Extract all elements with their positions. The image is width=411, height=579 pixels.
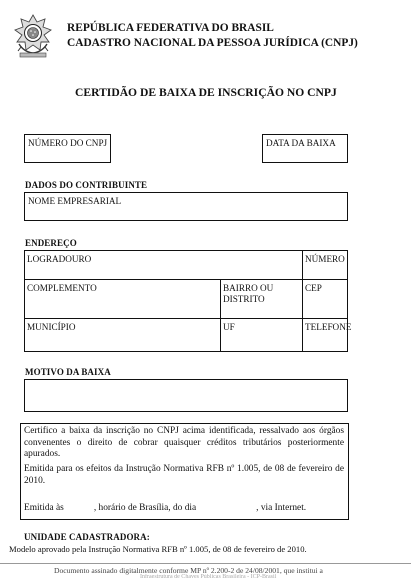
normative-paragraph: Emitida para os efeitos da Instrução Normativa RFB nº 1.005, de 08 de fevereiro de 2010. [24,464,344,486]
date-baixa-label: DATA DA BAIXA [266,138,336,148]
phone-label: TELEFONE [305,322,352,332]
via-internet-label: , via Internet. [256,503,307,513]
certification-text [24,426,344,461]
address-row-divider [25,318,347,319]
address-row-divider [25,279,347,280]
address-column-divider [302,251,303,279]
cep-label: CEP [305,283,322,293]
header-republic: REPÚBLICA FEDERATIVA DO BRASIL [67,22,274,34]
footer-divider [0,563,411,564]
address-column-divider [220,279,221,351]
state-label: UF [223,322,235,332]
digital-signature-note: Documento assinado digitalmente conforme MP nº 2.200-2 de 24/08/2001, que institui a [54,566,323,575]
address-column-divider [302,279,303,351]
address-section-title: ENDEREÇO [25,238,77,248]
reason-box [24,379,348,412]
city-label: MUNICÍPIO [27,322,76,332]
coat-of-arms-icon [14,14,52,60]
time-suffix-label: , horário de Brasília, do dia [93,503,197,513]
header-cnpj-registry: CADASTRO NACIONAL DA PESSOA JURÍDICA (CNPJ) [67,37,358,49]
district-label-line2: DISTRITO [223,294,265,304]
cnpj-number-box [24,134,111,163]
normative-text [24,464,344,487]
contributor-section-title: DADOS DO CONTRIBUINTE [25,180,148,190]
number-label: NÚMERO [305,254,345,264]
complement-label: COMPLEMENTO [27,283,97,293]
certification-paragraph: Certifico a baixa da inscrição no CNPJ acima identificada, ressalvado aos órgãos convenentes o direito de cobrar quaisquer créditos tributários posteriormente apurados. [24,426,344,459]
unit-section-title: UNIDADE CADASTRADORA: [24,532,150,542]
issued-line [24,503,344,515]
street-label: LOGRADOURO [27,254,92,264]
digital-signature-note-continued: Infraestrutura de Chaves Públicas Brasileira - ICP-Brasil [140,574,277,579]
certification-box [20,423,349,520]
model-approved-footer: Modelo aprovado pela Instrução Normativa RFB nº 1.005, de 08 de fevereiro de 2010. [9,544,307,554]
date-baixa-box [262,134,348,163]
reason-section-title: MOTIVO DA BAIXA [25,367,111,377]
company-name-box [24,192,348,221]
address-table [24,250,352,352]
company-name-label: NOME EMPRESARIAL [28,196,122,206]
cnpj-number-label: NÚMERO DO CNPJ [28,138,108,148]
issued-at-label: Emitida às [24,503,64,513]
district-label-line1: BAIRRO OU [223,283,274,293]
document-title: CERTIDÃO DE BAIXA DE INSCRIÇÃO NO CNPJ [75,86,337,99]
